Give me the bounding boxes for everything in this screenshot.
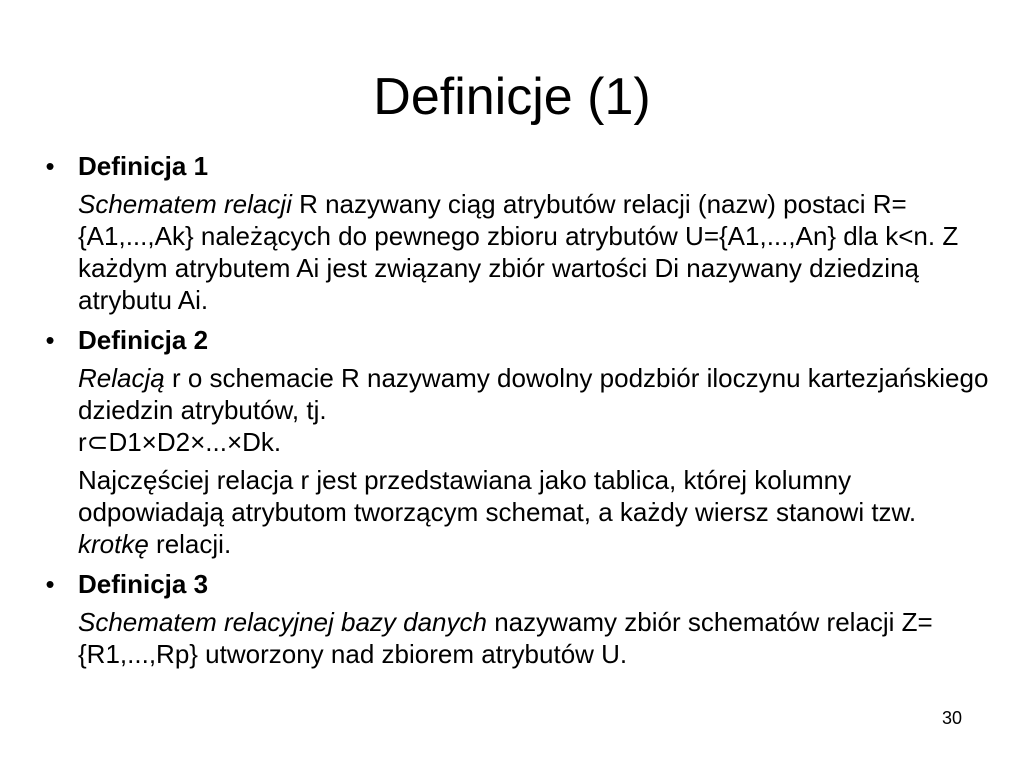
- definition-2: [40, 324, 990, 560]
- definition-2-note-term: krotkę: [78, 529, 149, 559]
- definition-2-text: r o schemacie R nazywamy dowolny podzbiór iloczynu kartezjańskiego dziedzin atrybutów, tj.: [78, 363, 989, 425]
- slide-title: Definicje (1): [373, 68, 651, 126]
- definition-1-term: Schematem relacji: [78, 189, 292, 219]
- bullet-icon: •: [45, 569, 55, 599]
- definition-1-text: R nazywany ciąg atrybutów relacji (nazw) postaci R={A1,...,Ak} należących do pewnego zbioru atrybutów U={A1,...,An} dla k<n. Z każdym atrybutem Ai jest związany zbiór wartości Di nazywany dziedziną atrybutu Ai.: [78, 189, 959, 315]
- bullet-icon: •: [45, 151, 55, 181]
- slide-content: [40, 150, 990, 670]
- definition-2-formula: r⊂D1×D2×...×Dk.: [78, 427, 282, 457]
- definition-3-term: Schematem relacyjnej bazy danych: [78, 607, 487, 637]
- definition-3-text: nazywamy zbiór schematów relacji Z={R1,...,Rp} utworzony nad zbiorem atrybutów U.: [78, 607, 933, 669]
- definition-2-heading: Definicja 2: [78, 325, 209, 355]
- definition-3-paragraph: [78, 606, 990, 670]
- definition-1-heading: Definicja 1: [78, 151, 209, 181]
- definition-1: [40, 150, 990, 316]
- definition-3: [40, 568, 990, 670]
- definition-2-note-tail: relacji.: [148, 529, 232, 559]
- definition-2-term: Relacją: [78, 363, 165, 393]
- definition-1-paragraph: [78, 188, 990, 316]
- definition-3-heading: Definicja 3: [78, 569, 209, 599]
- bullet-icon: •: [45, 325, 55, 355]
- definition-2-note: [78, 464, 990, 560]
- definition-2-paragraph: [78, 362, 990, 458]
- page-number: 30: [941, 708, 962, 728]
- definition-2-note-text: Najczęściej relacja r jest przedstawiana jako tablica, której kolumny odpowiadają atrybutom tworzącym schemat, a każdy wiersz stanowi tzw.: [78, 465, 917, 527]
